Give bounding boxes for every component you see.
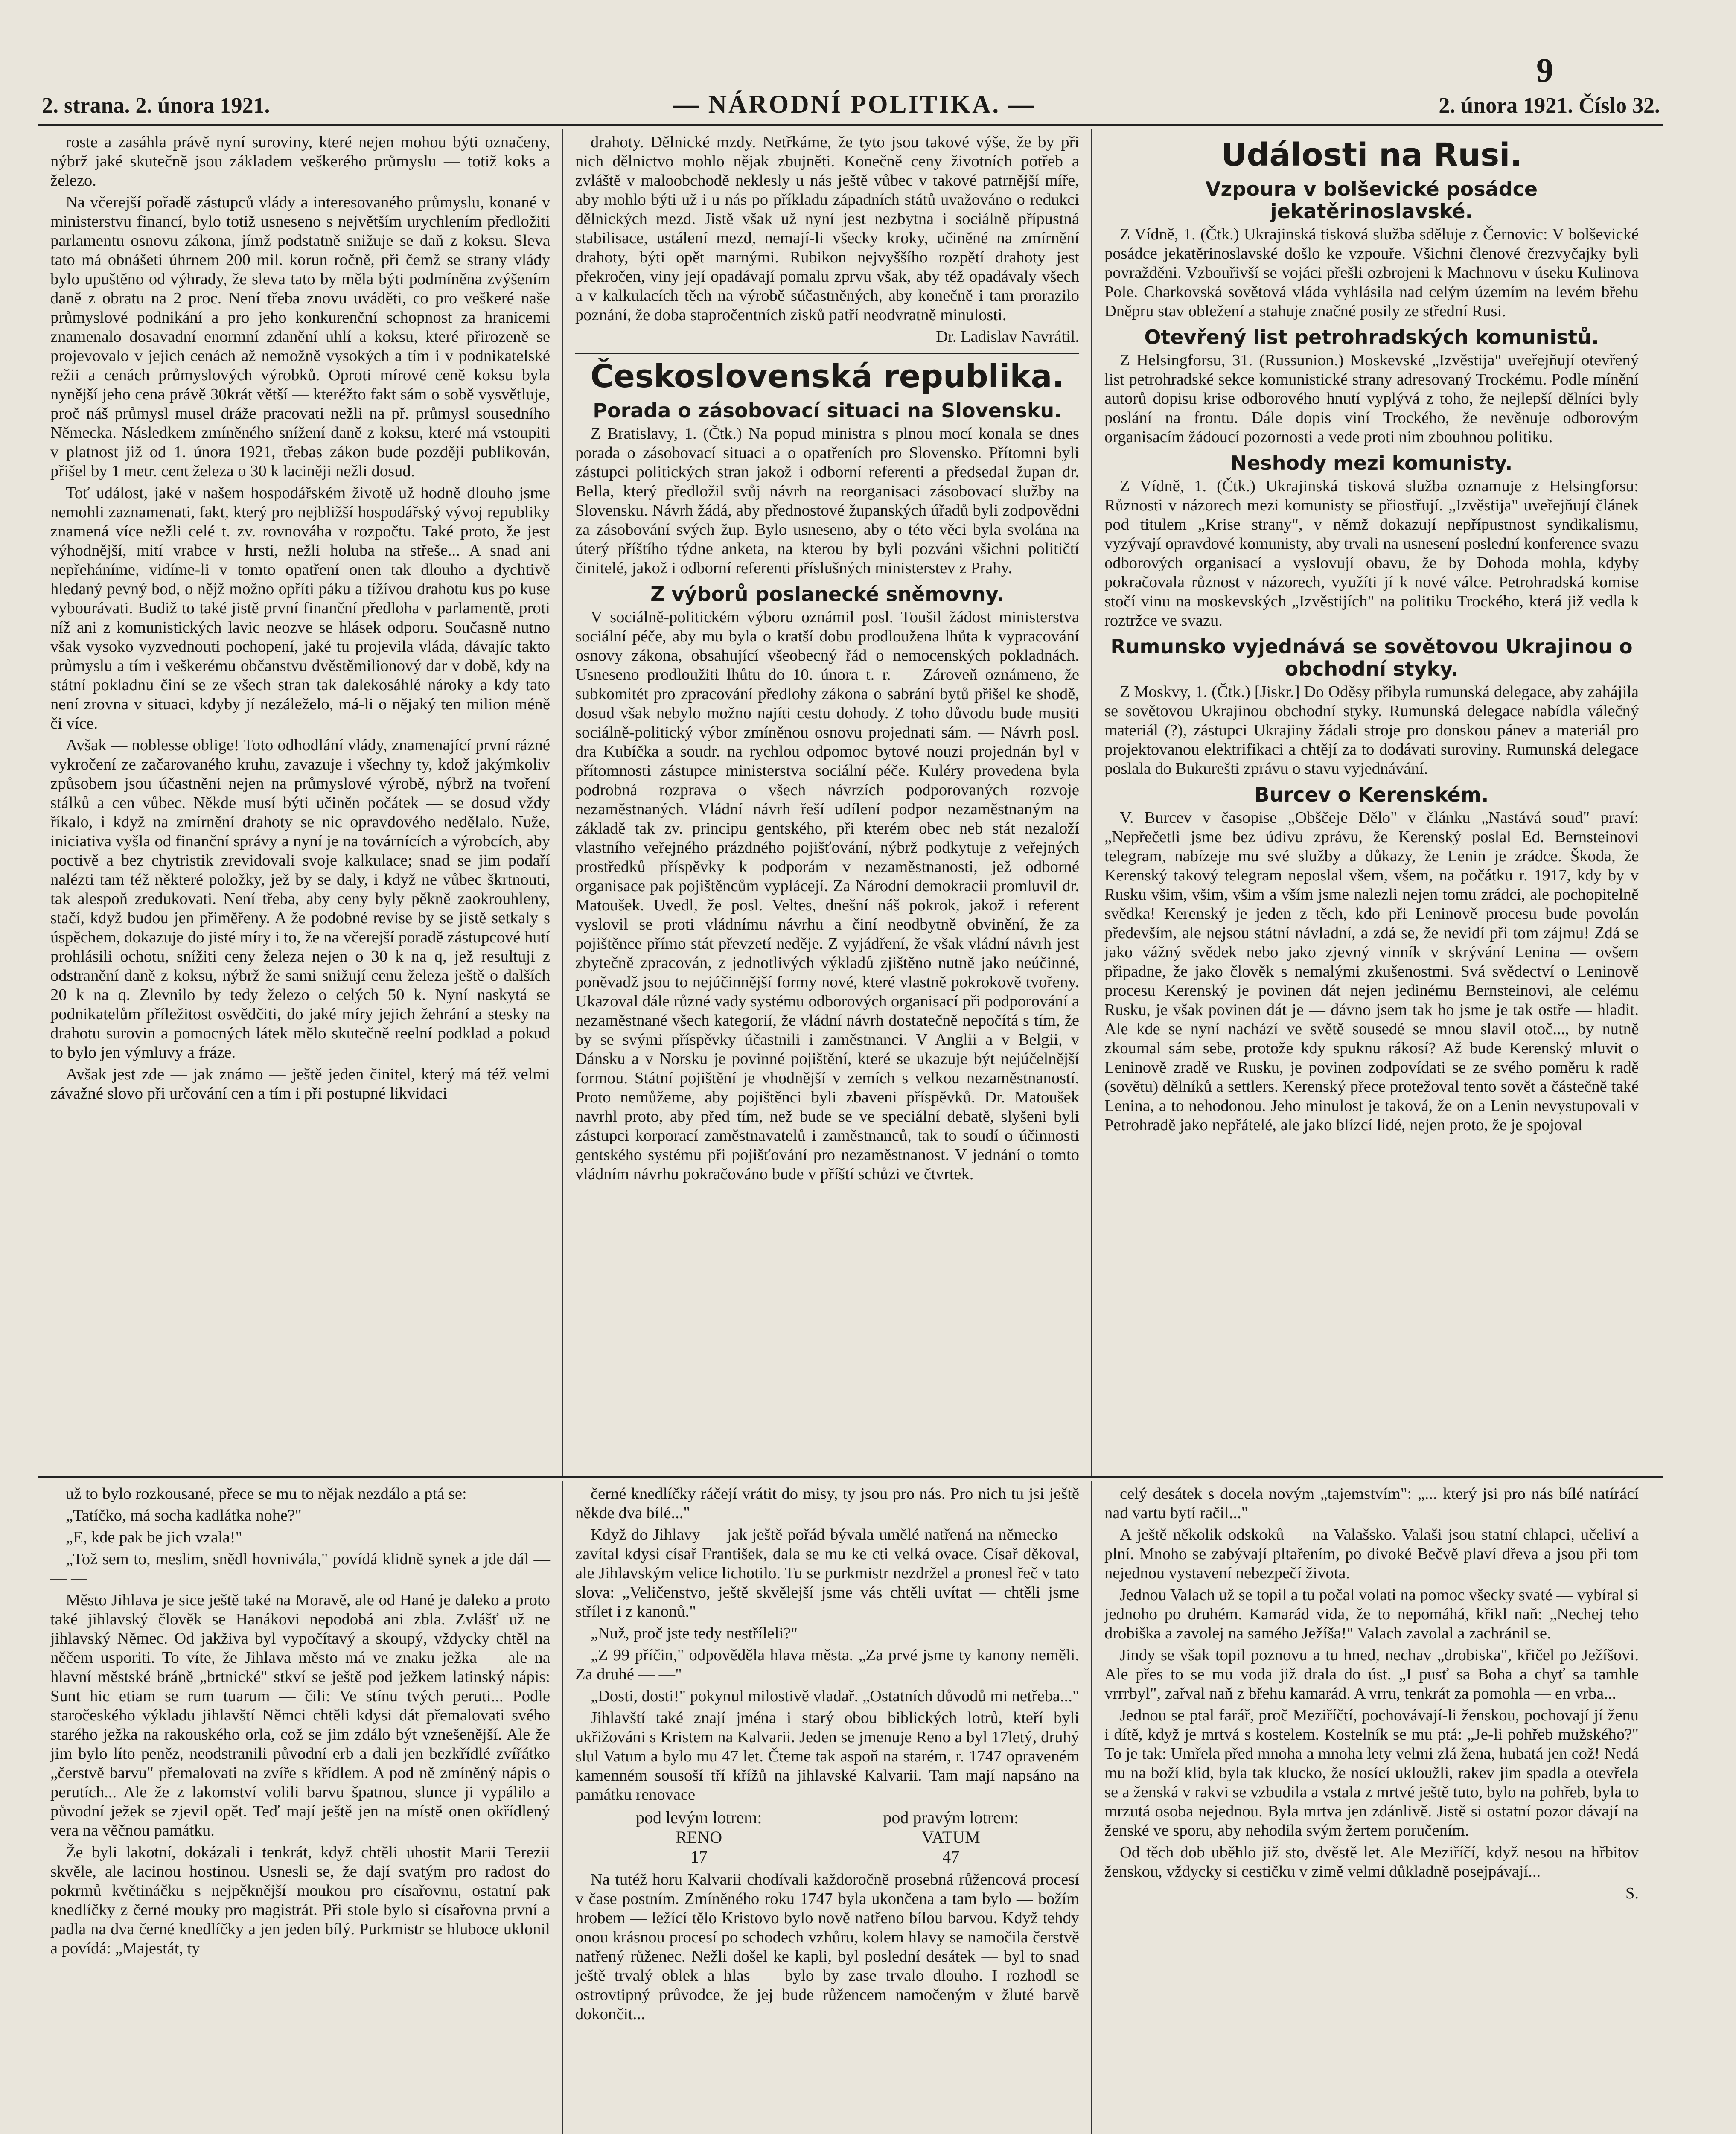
paragraph: Avšak jest zde — jak známo — ještě jeden činitel, který má též velmi závažné slovo při určování cen a tím i při postupné likvidaci [50,1065,550,1102]
paragraph: Avšak — noblesse oblige! Toto odhodlání vlády, znamenající první rázné vykročení ze začarovaného kruhu, zavazuje i všechny ty, kdož jakýmkoliv způsobem jsou účastněni nejen na průmyslové výrobě, nýbrž na tvoření stálků a cen vůbec. Někde musí býti učiněn počátek — se dosud vždy říkalo, i když na zmírnění drahoty se nic opravdového nedělalo. Nuže, iniciativa vyšla od finanční správy a nyní je na továrnících a výrobcích, aby poctivě a bez chytristik zrevidovali svoje kalkulace; snad se jim podaří nalézti tam též některé položky, jež by se daly, i když ne vůbec škrtnouti, tak alespoň zredukovati. Není třeba, aby ceny byly pěkně zaokrouhleny, stačí, když budou jen přiměřeny. A že podobné revise by se jistě setkaly s úspěchem, dokazuje do jisté míry i to, že na včerejší poradě zástupcové hutí prohlásili ochotu, snížiti ceny železa nejen o 30 k na q, jež resultuji z odstranění daně z koksu, nýbrž že sami snižují cenu železa ještě o dalších 20 k na q. Zlevnilo by tedy železo o celých 50 k. Nyní naskytá se podnikatelům příležitost osvědčiti, do jaké míry jejich žehrání a stesky na drahotu surovin a pomocných látek mělo skutečně reelní podklad a pokud to bylo jen výmluvy a fráze. [50,736,550,1061]
paragraph: „Tatíčko, má socha kadlátka nohe?" [66,1507,302,1525]
paragraph: už to bylo rozkousané, přece se mu to nějak nezdálo a ptá se: [66,1485,467,1503]
article-romania-body [1104,682,1639,778]
paragraph: Z Vídně, 1. (Čtk.) Ukrajinská tisková služba oznamuje z Helsingforsu: Různosti v názorech mezi komunisty se přiostřují. „Izvěstija" uveřejňují článek pod titulem „Krise strany", v němž dokazují nepřípustnost syndikalismu, vyzývají opravdové komunisty, aby trvali na usnesení poslední konference svazu odborových organisací a vyslovují obavu, že by Dohoda mohla, kdyby pokračovala různost v názorech, využíti jí k nové válce. Petrohradská komise stočí vinu na moskevských „Izvěstijích" na politiku Trockého, která již vedla k roztržce ve svazu. [1104,477,1639,630]
paragraph: roste a zasáhla právě nyní suroviny, které nejen mohou býti označeny, nýbrž jaké skutečně jsou základem veškerého průmyslu — totiž koks a železo. [50,133,550,189]
paragraph: V. Burcev v časopise „Obščeje Dělo" v článku „Nastává soud" praví: „Nepřečetli jsme bez údivu zprávu, že Kerenský poslal Ed. Bernsteinovi telegram, nabízeje mu své služby a důkazy, že Lenin je zrádce. Škoda, že Kerenský takový telegram neposlal všem, všem, na počátku r. 1917, kdy by v Rusku všim, všim, všim a vším jsme nalezli nejen tomu zrádci, ale pochopitelně svědka! Kerenský je jeden z těch, kdo při Leninově procesu bude povolán především, ale nejsou státní návladní, a zdá se, že nevidí při tom zájmu! Zdá se jako vážný svědek nebo jako zjevný vinník v skrývání Lenina — ovšem připadne, že jako člověk s nemalými zkušenostmi. Svá svědectví o Leninově procesu Kerenský je povinen dát nejen jedinému Bernsteinovi, ale celému Rusku, je však povinen dát je — dávno jsem tak ho jsme je tak ostře — hladit. Ale kde se nyní nachází ve světě sousedé se mnou slavil otoč..., by nutně zkoumal sám sebe, protože kdy spuknu rákosí? Až bude Kerenský mluvit o Leninově zradě ve Rusku, je povinen zodpovídati se ze svého poměru k radě (sovětu) dělníků a settlers. Kerenský přece protežoval tento sovět a částečně také Lenina, a to nehodonou. Jeho minulost je taková, že on a Lenin nevystupovali v Petrohradě jako nepřátelé, ale jako blízcí lidé, nejen proto, že je spojoval [1104,809,1639,1134]
column-2-lower [563,1481,1092,2134]
article-title-open-letter: Otevřený list petrohradských komunistů. [1144,326,1599,349]
upper-section [38,129,1663,1476]
column-3-lower [1092,1481,1651,2134]
paragraph: Jihlavští také znají jména i starý obou biblických lotrů, kteří byli ukřižováni s Kristem na Kalvarii. Jeden se jmenuje Reno a byl 17letý, druhý slul Vatum a bylo mu 47 let. Čteme tak aspoň na starém, r. 1747 opraveném kamenném sousoší tří křížů na jihlavské Kalvarii. Tam mají napsáno na památku renovace [575,1709,1079,1804]
right-thief-name: VATUM [921,1828,980,1847]
article-open-letter-body [1104,351,1639,447]
paragraph: „Nuž, proč jste tedy nestříleli?" [591,1624,798,1642]
paragraph: Jednou Valach už se topil a tu počal volati na pomoc všecky svaté — vybíral si jednoho po druhém. Kamarád vida, že to nepomáhá, křikl naň: „Nechej teho drobiška a zavolej na samého Ježíša!" Valach zavolal a zachránil se. [1104,1586,1639,1642]
header-right: 2. února 1921. Číslo 32. [1439,93,1660,118]
article-title-slovakia: Porada o zásobovací situaci na Slovensku. [593,399,1062,422]
paragraph: Jindy se však topil poznovu a tu hned, nechav „drobiska", křičel po Ježíšovi. Ale přes to se mu voda již drala do úst. „I pusť sa Boha a chyť sa tamhle vrrrbyl", zařval naň z břehu kamarád. A vrru, tenkrát za pomohla — en vrba... [1104,1646,1639,1703]
author-signature: Dr. Ladislav Navrátil. [936,328,1079,346]
paragraph: V sociálně-politickém výboru oznámil posl. Toušil žádost ministerstva sociální péče, aby mu byla o kratší dobu prodloužena lhůta k vypracování osnovy zákona, obsahující všeobecný řád o nemocenských pokladnách. Usneseno prodloužiti lhůtu do 10. února t. r. — Zároveň oznámeno, že subkomitét pro zpracování předlohy zákona o sabrání bytů přišel ke shodě, dosud však nebylo možno najíti cestu dohody. Z toho důvodu bude musiti sociálně-politický výbor zmíněnou osnovu projednati sám. — Návrh posl. dra Kubíčka a soudr. na rychlou odpomoc bytové nouzi projednán byl v přítomnosti zástupce ministerstva sociální péče. Kuléry provedena byla podrobná rozprava o všech návrzích podporovaných rozvoje nezaměstnaných. Vládní návrh řeší udílení podpor nezaměstnaným na základě tak zv. principu gentského, při kterém obec neb stát nezaloží vlastního veřejného prázdného pojišťování, nýbrž podkytuje z veřejných prostředků příspěvky k podporám v nezaměstnanosti, jež odborné organisace pak pojištěncům vyplácejí. Za Národní demokracii promluvil dr. Matoušek. Uvedl, že posl. Veltes, dnešní náš pokrok, jakož i referent vyslovil se proti vládnímu návrhu a činí neodbytně obvinění, že za pojištěnce přímo stát převzetí neděje. Z vyjádření, že však vládní návrh jest zbytečně zpracován, z jednotlivých výkladů zjištěno nutně jako neúčinné, poněvadž jsou to nejúčinnější formy nové, které vlastně pokrokově tvořeny. Ukazoval dále různé vady systému odborových organisací při podporování a nezaměstnané všech kategorií, že vládní návrh dostatečně nepočítá s tím, že by se svými příspěvky účastnili i zaměstnanci. V Anglii a v Belgii, v Dánsku a v Norsku je povinné pojištění, které se ukazuje být nejúčelnější formou. Státní pojištění je vhodnější v zemích s velkou nezaměstnaností. Proto nemůžeme, aby pojištěnci byli zbaveni příspěvků. Dr. Matoušek navrhl proto, aby před tím, než bude se ve speciální debatě, slyšeni byli zástupci korporací zaměstnavatelů i zaměstnanců, tak to soudí o účinnosti gentského systému při pojišťování pro nezaměstnanost. V jednání o tomto vládním návrhu pokračováno bude v příští schůzi ve čtvrtek. [575,608,1079,1183]
paragraph: A ještě několik odskoků — na Valašsko. Valaši jsou statní chlapci, učeliví a plní. Mnoho se zabývají pltařením, po divoké Bečvě plaví dřeva a jsou při tom nejednou vystavení nebezpečí života. [1104,1526,1639,1582]
section-heading-cs-republic: Československá republika. [590,358,1064,395]
article-committees-body [575,608,1079,1184]
paragraph: Z Moskvy, 1. (Čtk.) [Jiskr.] Do Oděsy přibyla rumunská delegace, aby zahájila se sovětovou Ukrajinou obchodní styky. Rumunská delegace nabídla válečný materiál (?), zástupci Ukrajiny žádali stroje pro donskou pánev a materiál pro projektovanou elektrifikaci a chtějí za to dodávati suroviny. Rumunská delegace poslala do Bukurešti zprávu o stavu vyjednávání. [1104,683,1639,778]
article-title-romania: Rumunsko vyjednává se sovětovou Ukrajinou o obchodní styky. [1110,635,1633,680]
article-slovakia-body [575,424,1079,578]
paragraph: „Tož sem to, meslim, snědl hovnivála," povídá klidně synek a jde dál — — — [50,1550,550,1587]
masthead: — NÁRODNÍ POLITIKA. — [673,90,1036,118]
left-thief-label: pod levým lotrem: [635,1808,762,1827]
left-thief-inscription [636,1808,762,1867]
paragraph: Z Helsingforsu, 31. (Russunion.) Moskevské „Izvěstija" uveřejňují otevřený list petrohradské sekce komunistické strany adresovaný Trockému. Podle mínění autorů dopisu krise odborového hnutí vyplývá z toho, že nejlepší dělníci byly poslání na frontu. Dále dopis viní Trockého, že nevěnuje odborovým organisacím žádoucí pozornosti a vede proti nim zbouhnou politiku. [1104,351,1639,446]
col3-lower-paragraphs [1104,1484,1639,1881]
col2-paragraphs [575,133,1079,325]
col2-lower-paragraphs-2 [575,1870,1079,2024]
article-title-disputes: Neshody mezi komunisty. [1230,452,1513,475]
paragraph: Jednou se ptal farář, proč Meziříčtí, pochovávají-li ženskou, pochovají jí ženu i dítě, když je mrtvá s kostelem. Kostelník se mu ptá: „Je-li pohřeb mužského?" To je tak: Umřela před mnoha a mnoha lety velmi zlá žena, hubatá jen což! Nedá mu na boží klid, byla tak klucko, že nosící ukloužli, rakev jim spadla a otevřela se a ženská v rakvi se vzbudila a vstala z mrtvé ještě tuto, bylo na pohřeb, byla to mrzutá osoba nejednou. Byla mrtva jen zdánlivě. Jistě si ostatní pozor dávají na ženské ve sporu, aby nehodila svým žertem poručením. [1104,1706,1639,1840]
article-burcev-body [1104,808,1639,1135]
col2-lower-paragraphs [575,1484,1079,1805]
paragraph: celý desátek s docela novým „tajemstvím": „... který jsi pro nás bílé natírácí nad vartu bytí račil..." [1104,1485,1639,1522]
feuilleton-signature: S. [1625,1884,1639,1902]
divider [575,353,1079,354]
column-1-lower [38,1481,563,2134]
paragraph: Že byli lakotní, dokázali i tenkrát, když chtěli uhostit Marii Terezii skvěle, ale lacinou hostinou. Usnesli se, že dají svatým pro radost do pokrmů květináčku s nejpěknější moukou pro císařovnu, ostatní pak knedlíčky z černé mouky pro magistrát. Při stole bylo si císařovna první a padla na dva černé knedlíčky a jen jeden bílý. Purkmistr se hluboce uklonil a povídá: „Majestát, ty [50,1843,550,1957]
article-mutiny-body [1104,225,1639,321]
section-heading-russia: Události na Rusi. [1221,137,1522,173]
paragraph: „E, kde pak be jich vzala!" [66,1528,242,1546]
paragraph: černé knedlíčky ráčejí vrátit do misy, ty jsou pro nás. Pro nich tu jsi ještě někde dva bílé..." [575,1485,1079,1522]
feuilleton-divider [38,1476,1663,1478]
header-left: 2. strana. 2. února 1921. [42,93,270,118]
right-thief-label: pod pravým lotrem: [883,1808,1019,1827]
paragraph: Město Jihlava je sice ještě také na Moravě, ale od Hané je daleko a proto také jihlavský člověk se Hanákovi nepodobá ani zbla. Zvlášť už ne jihlavský Němec. Od jakživa byl vypočítavý a skoupý, vždycky chtěl na něčem usporiti. To víte, že Jihlava město má ve znaku ježka — ale na hlavní městské bráně „brtnické" stkví se ještě pod ježkem latinský nápis: Sunt hic etiam se rum tuarum — čili: Ve stínu tvých peruti... Podle staročeského výkladu jihlavští Němci chtěli kdysi dát přemalovati svého starého ježka na rakouského orla, což se jim zdálo být vznešenější. Ale že jim bylo líto peněz, neodstranili původní erb a dali jen bezkřídlé zvířátko „čerstvě barvu" přemalovati na zvíře s křídlem. A pod ně zmíněný nápis o perutích... Ale že z lakomství volili barvu špatnou, slunce ji vypálilo a původní ježek se zjevil opět. Teď mají ještě jen na místě onen okřídlený vera na věčnou památku. [50,1591,550,1840]
article-title-committees: Z výborů poslanecké sněmovny. [650,583,1004,606]
left-thief-age: 17 [690,1847,708,1866]
column-1-upper [38,129,563,1476]
corner-mark: 9 [1536,52,1553,89]
column-3-upper [1092,129,1651,1476]
paragraph: drahoty. Dělnické mzdy. Netřkáme, že tyto jsou takové výše, že by při nich dělnictvo mohlo nějak zbujněti. Konečně ceny životních potřeb a zvláště v maloobchodě neklesly u nás ještě vůbec v takové patrnější míře, aby mohlo býti už i u nás po příkladu západních států uvažováno o redukci dělnických mezd. Jistě však už nyní jest nezbytna i sociálně přípustná stabilisace, ustálení mezd, nemají-li všecky kroky, učiněné na zmírnění drahoty, býti opět marnými. Rubikon nejvyššího rozpětí drahoty jest překročen, viny její opadávají pomalu zprvu však, aby též opadávaly všech a v kalkulacích těch na výrobě súčastněných, aby konečně i tam prorazilo poznání, že doba stapročentních zisků patří neodvratně minulosti. [575,133,1079,324]
page-header [38,90,1663,126]
paragraph: Z Bratislavy, 1. (Čtk.) Na popud ministra s plnou mocí konala se dnes porada o zásobovací situaci a o opatřeních pro Slovensko. Přítomni byli zástupci politických stran jakož i odborní referenti a předsedal župan dr. Bella, který předložil svůj návrh na reorganisaci zásobovací služby na Slovensku. Návrh žádá, aby přednostové županských úřadů byli zodpovědni za zásobování svých žup. Bylo usneseno, aby o této věci byla svolána na úterý příštího týdne anketa, na kterou by byli pozváni všichni političtí činitelé, jakož i odborní referenti příslušných ministerstev z Prahy. [575,425,1079,577]
paragraph: Z Vídně, 1. (Čtk.) Ukrajinská tisková služba sděluje z Černovic: V bolševické posádce jekatěrinoslavské došlo ke vzpouře. Všichni členové črezvyčajky byli povražděni. Vzbouřivší se vojáci přešli ozbrojeni k Machnovu v úseku Kulinova Pole. Charkovská sovětová vláda vyhlásila nad celým územím na levém břehu Dněpru stav obležení a stahuje značné posily ze střední Rusi. [1104,225,1639,320]
feuilleton-section [38,1481,1663,2134]
left-thief-name: RENO [676,1828,722,1847]
article-disputes-body [1104,477,1639,630]
paragraph: „Z 99 příčin," odpověděla hlava města. „Za prvé jsme ty kanony neměli. Za druhé — —" [575,1646,1079,1683]
cross-inscription [575,1808,1079,1867]
paragraph: „Dosti, dosti!" pokynul milostivě vladař. „Ostatních důvodů mi netřeba..." [591,1687,1079,1705]
article-title-burcev: Burcev o Kerenském. [1254,783,1489,806]
paragraph: Od těch dob uběhlo již sto, dvěstě let. Ale Meziříčí, když nesou na hřbitov ženskou, vždycky si cestičku v zimě velmi důkladně posejpávají... [1104,1843,1639,1880]
paragraph: Na tutéž horu Kalvarii chodívali každoročně prosebná růžencová procesí v čase postním. Zmíněného roku 1747 byla ukončena a tam bylo — božím hrobem — ležící tělo Kristovo bylo nově natřeno bílou barvou. Když tehdy onou krásnou procesí po schodech vzhůru, kolem hlavy se namočila čerstvě natřený růženec. Nežli došel ke kapli, byl poslední desátek — byl to snad ještě trvalý oblek a hlas — bylo by zase trvalo dlouho. I rozhodl se ostrovtipný průvodce, že jej bude růžencem namočeným v žluté barvě dokončit... [575,1871,1079,2023]
right-thief-age: 47 [942,1847,960,1866]
column-2-upper [563,129,1092,1476]
right-thief-inscription [883,1808,1019,1867]
article-title-mutiny: Vzpoura v bolševické posádce jekatěrinoslavské. [1205,178,1538,223]
paragraph: Na včerejší pořadě zástupců vlády a interesovaného průmyslu, konané v ministerstvu financí, bylo totiž usneseno s největším urychlením předložiti parlamentu osnovu zákona, jímž podstatně snižuje se daň z koksu. Sleva tato má obnášeti úhrnem 200 mil. korun ročně, při čemž se strany vlády bylo upuštěno od výhrady, že sleva tato by měla býti podmíněna zvýšením daně z obratu na 2 proc. Není třeba znovu uváděti, co pro veškeré naše průmyslové podnikání a pro jeho konkurenční schopnost za hranicemi znamenalo dosavadní enormní zdanění uhlí a koksu, které přirozeně se projevovalo v jejich cenách až nemožně vysokých a tím i v podnikatelské režii a cenách průmyslových výrobků. Oproti mírové ceně koksu byla nynější jeho cena právě 30krát větší — kteréžto fakt sám o sobě vysvětluje, proč náš průmysl musel dráže pracovati nežli na př. průmysl sousedního Německa. Následkem zmíněného snížení daně z koksu, které má vstoupiti v platnost již od 1. února 1921, třebas zákon bude později publikován, přišel by 1 metr. cent železa o 30 k laciněji nežli dosud. [50,193,550,480]
paragraph: Když do Jihlavy — jak ještě pořád bývala umělé natřená na německo — zavítal kdysi císař František, dala se mu ke cti velká ovace. Císař děkoval, ale Jihlavským velice lichotilo. Tu se purkmistr nezdržel a pronesl řeč v tato slova: „Veličenstvo, ještě skvělejší jsme vás chtěli uvítat — chtěli jsme střílet i z kanonů." [575,1526,1079,1621]
paragraph: Toť událost, jaké v našem hospodářském životě už hodně dlouho jsme nemohli zaznamenati, fakt, který pro nejbližší hospodářský vývoj republiky znamená více nežli celé t. zv. rovnováha v rozpočtu. Také proto, že jest výhodnější, mití vrabce v hrsti, nežli holuba na střeše... A snad ani nepřeháníme, vidíme-li v tomto opatření onen tak dlouho a dychtivě hledaný pevný bod, o nějž možno opříti páku a tížívou drahotu kus po kuse vybourávati. Budiž to také jistě první finanční předloha v parlamentě, proti níž ani z komunistických lavic neozve se hlásek odporu. Současně nutno však vysoko vyzvednouti pochopení, jaké tu projevila vláda, dávajíc takto průmyslu a tím i veškerému občanstvu dvěstěmilionový dar v době, kdy na státní pokladnu činí se ze všech stran tak dalekosáhlé nároky a kdy tato není zrovna v situaci, kdyby jí nezáleželo, má-li o nějaký ten milion méně či více. [50,484,550,732]
